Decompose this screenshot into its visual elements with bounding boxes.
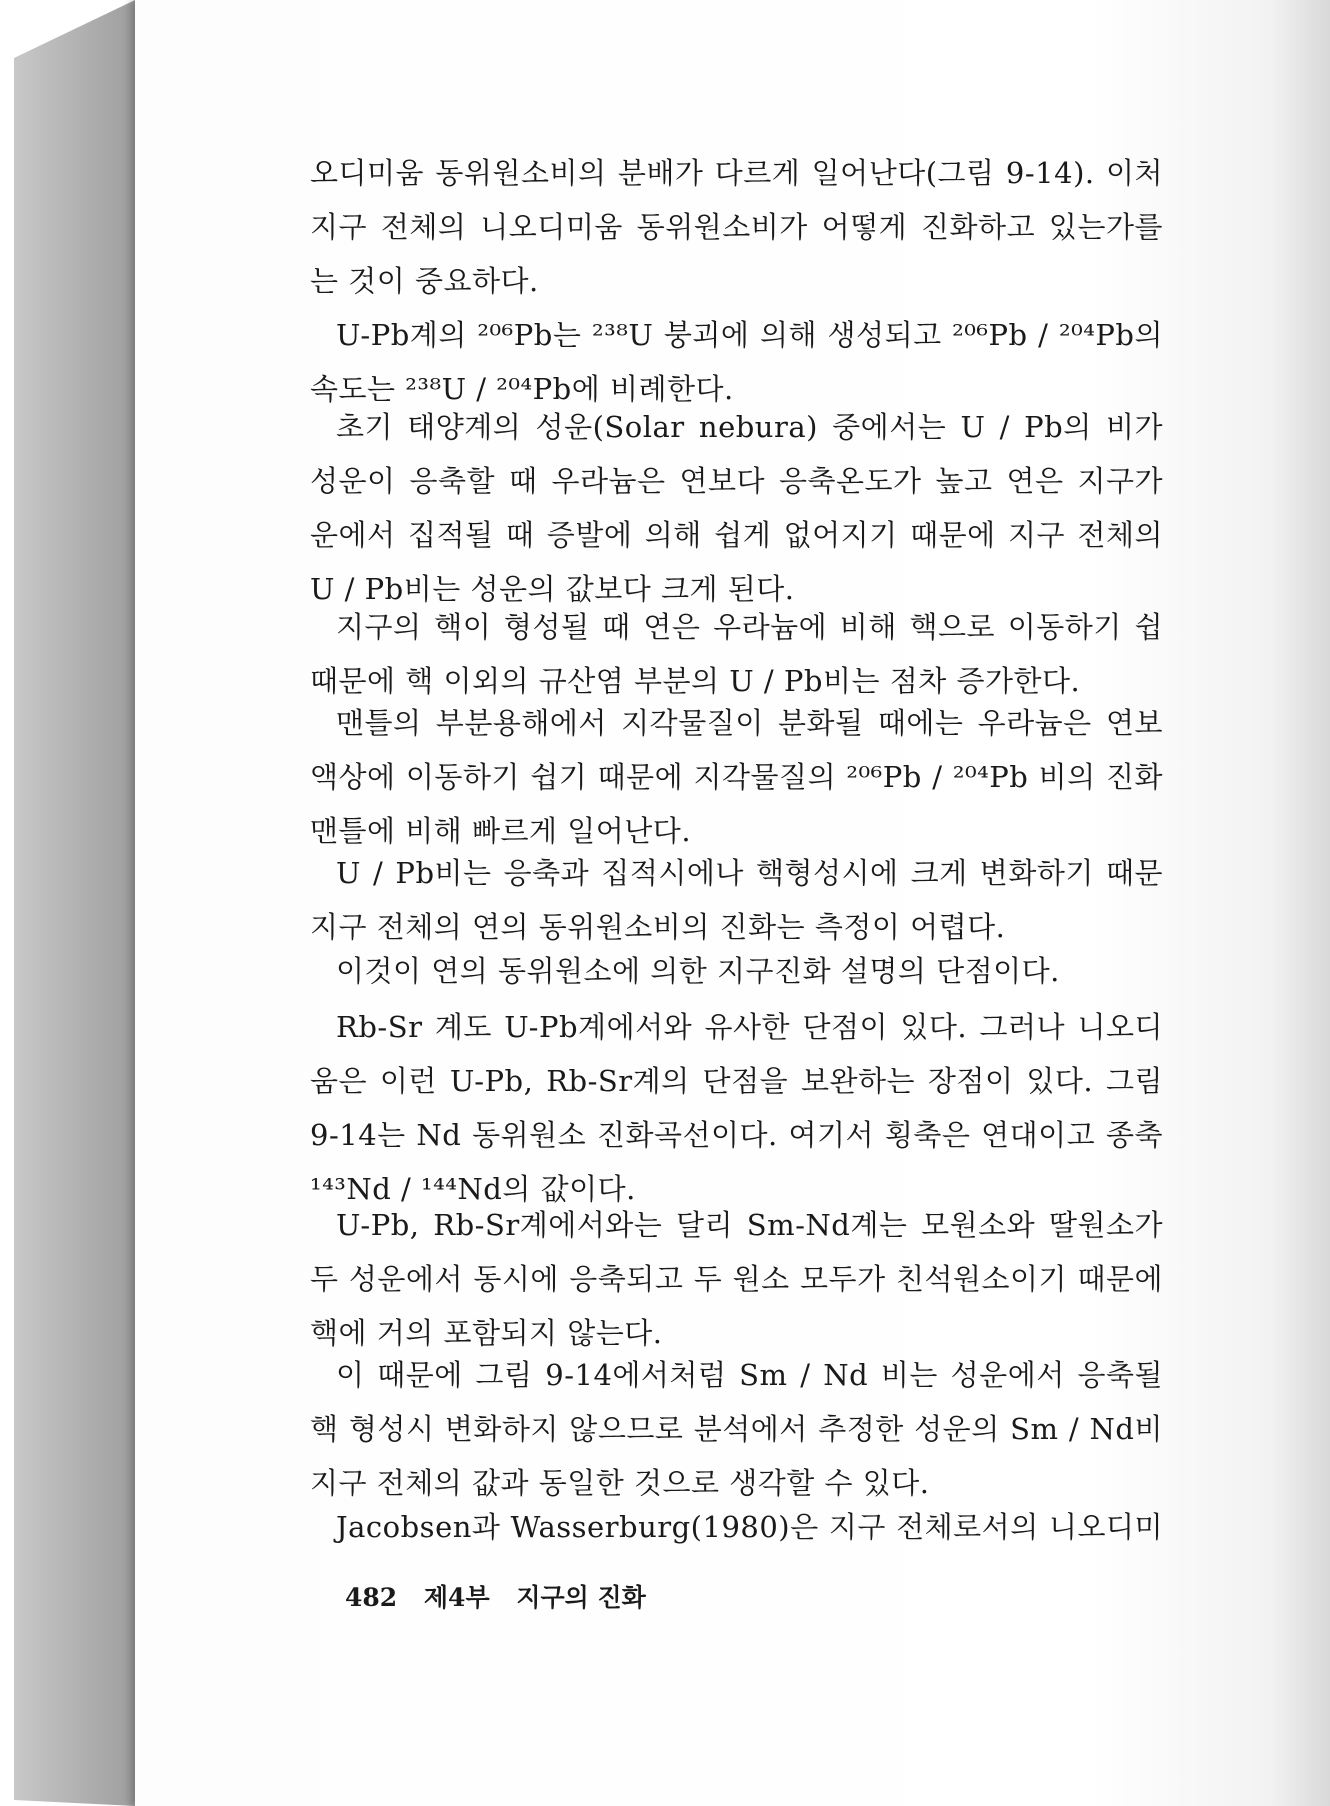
paragraph-8 — [310, 1000, 1163, 1216]
text-line: 이 때문에 그림 9-14에서처럼 Sm / Nd 비는 성운에서 응축될 — [336, 1358, 1163, 1392]
text-line: 지구 전체의 연의 동위원소비의 진화는 측정이 어렵다. — [310, 910, 1006, 944]
footer-part: 제4부 — [423, 1583, 490, 1612]
text-line: 이것이 연의 동위원소에 의한 지구진화 설명의 단점이다. — [336, 954, 1060, 988]
text-line: 때문에 핵 이외의 규산염 부분의 U / Pb비는 점차 증가한다. — [310, 664, 1081, 698]
text-line: U-Pb계의 ²⁰⁶Pb는 ²³⁸U 붕괴에 의해 생성되고 ²⁰⁶Pb / ²⁰⁴Pb의 — [336, 318, 1163, 352]
text-line: 초기 태양계의 성운(Solar nebura) 중에서는 U / Pb의 비가 — [336, 410, 1163, 444]
footer-title: 지구의 진화 — [516, 1583, 646, 1612]
paragraph-6 — [310, 846, 1163, 954]
text-line: 지구 전체의 값과 동일한 것으로 생각할 수 있다. — [310, 1466, 930, 1500]
paragraph-9 — [310, 1198, 1163, 1360]
text-line: 핵 형성시 변화하지 않으므로 분석에서 추정한 성운의 Sm / Nd비 — [310, 1412, 1163, 1446]
paragraph-3 — [310, 400, 1163, 616]
text-line: 운에서 집적될 때 증발에 의해 쉽게 없어지기 때문에 지구 전체의 — [310, 518, 1163, 552]
text-line: 액상에 이동하기 쉽기 때문에 지각물질의 ²⁰⁶Pb / ²⁰⁴Pb 비의 진화 — [310, 760, 1163, 794]
text-line: 지구 전체의 니오디미움 동위원소비가 어떻게 진화하고 있는가를 — [310, 210, 1163, 244]
text-line: U-Pb, Rb-Sr계에서와는 달리 Sm-Nd계는 모원소와 딸원소가 — [336, 1208, 1163, 1242]
text-line: 움은 이런 U-Pb, Rb-Sr계의 단점을 보완하는 장점이 있다. 그림 — [310, 1064, 1163, 1098]
page-footer — [345, 1578, 664, 1614]
paragraph-7 — [310, 944, 1163, 998]
text-line: U / Pb비는 성운의 값보다 크게 된다. — [310, 572, 795, 606]
text-line: 맨틀의 부분용해에서 지각물질이 분화될 때에는 우라늄은 연보 — [336, 706, 1163, 740]
page-number: 482 — [345, 1583, 398, 1612]
text-line: 맨틀에 비해 빠르게 일어난다. — [310, 814, 692, 848]
text-line: ¹⁴³Nd / ¹⁴⁴Nd의 값이다. — [310, 1172, 636, 1206]
text-line: 성운이 응축할 때 우라늄은 연보다 응축온도가 높고 연은 지구가 — [310, 464, 1163, 498]
paragraph-10 — [310, 1348, 1163, 1510]
paragraph-4 — [310, 600, 1163, 708]
text-line: 두 성운에서 동시에 응축되고 두 원소 모두가 친석원소이기 때문에 — [310, 1262, 1163, 1296]
paragraph-5 — [310, 696, 1163, 858]
text-line: 속도는 ²³⁸U / ²⁰⁴Pb에 비례한다. — [310, 372, 734, 406]
text-line: 는 것이 중요하다. — [310, 264, 539, 298]
text-line: 오디미움 동위원소비의 분배가 다르게 일어난다(그림 9-14). 이처 — [310, 156, 1163, 190]
text-line: Rb-Sr 계도 U-Pb계에서와 유사한 단점이 있다. 그러나 니오디 — [336, 1010, 1163, 1044]
paragraph-1 — [310, 146, 1163, 308]
text-line: Jacobsen과 Wasserburg(1980)은 지구 전체로서의 니오디미 — [336, 1510, 1163, 1544]
paragraph-11 — [310, 1500, 1163, 1554]
text-line: 핵에 거의 포함되지 않는다. — [310, 1316, 663, 1350]
text-line: U / Pb비는 응축과 집적시에나 핵형성시에 크게 변화하기 때문 — [336, 856, 1163, 890]
text-line: 지구의 핵이 형성될 때 연은 우라늄에 비해 핵으로 이동하기 쉽 — [336, 610, 1163, 644]
text-line: 9-14는 Nd 동위원소 진화곡선이다. 여기서 횡축은 연대이고 종축 — [310, 1118, 1163, 1152]
